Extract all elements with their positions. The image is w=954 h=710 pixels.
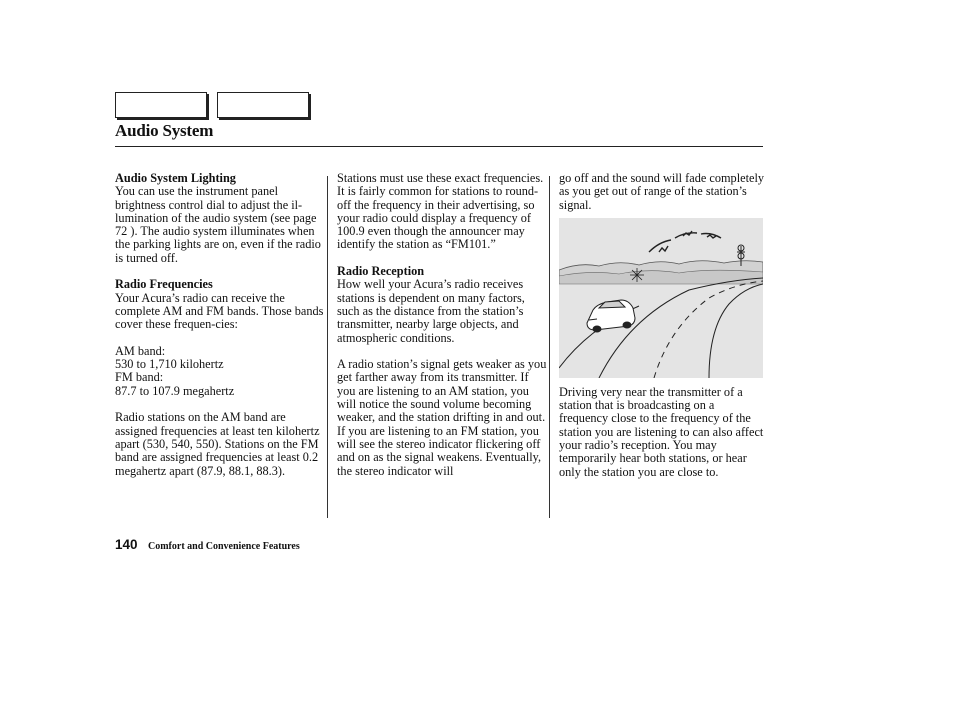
- section-heading-audio-lighting: Audio System Lighting: [115, 171, 236, 185]
- section-heading-radio-reception: Radio Reception: [337, 264, 425, 279]
- car-radio-reception-illustration: [559, 218, 763, 378]
- page-number: 140: [115, 537, 138, 552]
- band-line: 530 to 1,710 kilohertz: [115, 357, 224, 372]
- section-heading-radio-frequencies: Radio Frequencies: [115, 277, 213, 292]
- paragraph: Stations must use these exact frequencies. It is fairly common for stations to round-off the frequency in their advertising, so your radio could display a frequency of 100.9 even though the announcer may identify the station as “FM101.”: [337, 171, 544, 252]
- column-divider: [327, 176, 328, 518]
- footer-section-title: Comfort and Convenience Features: [148, 541, 300, 552]
- paragraph: Radio stations on the AM band are assigned frequencies at least ten kilohertz apart (530, 540, 550). Stations on the FM band are assigned frequencies at least 0.2 megahertz apart (87.9, 88.1, 88.3).: [115, 410, 320, 478]
- column-divider: [549, 176, 550, 518]
- band-line: AM band:: [115, 343, 166, 358]
- title-divider: [115, 146, 763, 147]
- nav-box-next[interactable]: [217, 92, 309, 118]
- text-column-1: [115, 172, 325, 478]
- paragraph: You can use the instrument panel brightness control dial to adjust the il-lumination of the audio system (see page 72 ). The audio system illuminates when the parking lights are on, even if the radio is turned off.: [115, 184, 321, 265]
- nav-box-previous[interactable]: [115, 92, 207, 118]
- paragraph: go off and the sound will fade completely as you get out of range of the station’s signal.: [559, 171, 765, 212]
- text-column-2: [337, 172, 547, 478]
- paragraph: How well your Acura’s radio receives stations is dependent on many factors, such as the distance from the station’s transmitter, nearby large objects, and atmospheric conditions.: [337, 277, 525, 345]
- paragraph: A radio station’s signal gets weaker as you get farther away from its transmitter. If you are listening to an AM station, you will notice the sound volume becoming weaker, and the station drifting in and out. If you are listening to an FM station, you will see the stereo indicator flickering off and on as the signal weakens. Eventually, the stereo indicator will: [337, 357, 547, 478]
- paragraph: Your Acura’s radio can receive the complete AM and FM bands. Those bands cover these frequen-cies:: [115, 290, 324, 332]
- page-title: Audio System: [115, 121, 214, 140]
- band-line: 87.7 to 107.9 megahertz: [115, 383, 235, 398]
- paragraph: Driving very near the transmitter of a station that is broadcasting on a frequency close to the frequency of the station you are listening to can also affect your radio’s reception. You may temporarily hear both stations, or hear only the station you are close to.: [559, 384, 764, 479]
- text-column-3: [559, 172, 764, 479]
- band-line: FM band:: [115, 370, 164, 385]
